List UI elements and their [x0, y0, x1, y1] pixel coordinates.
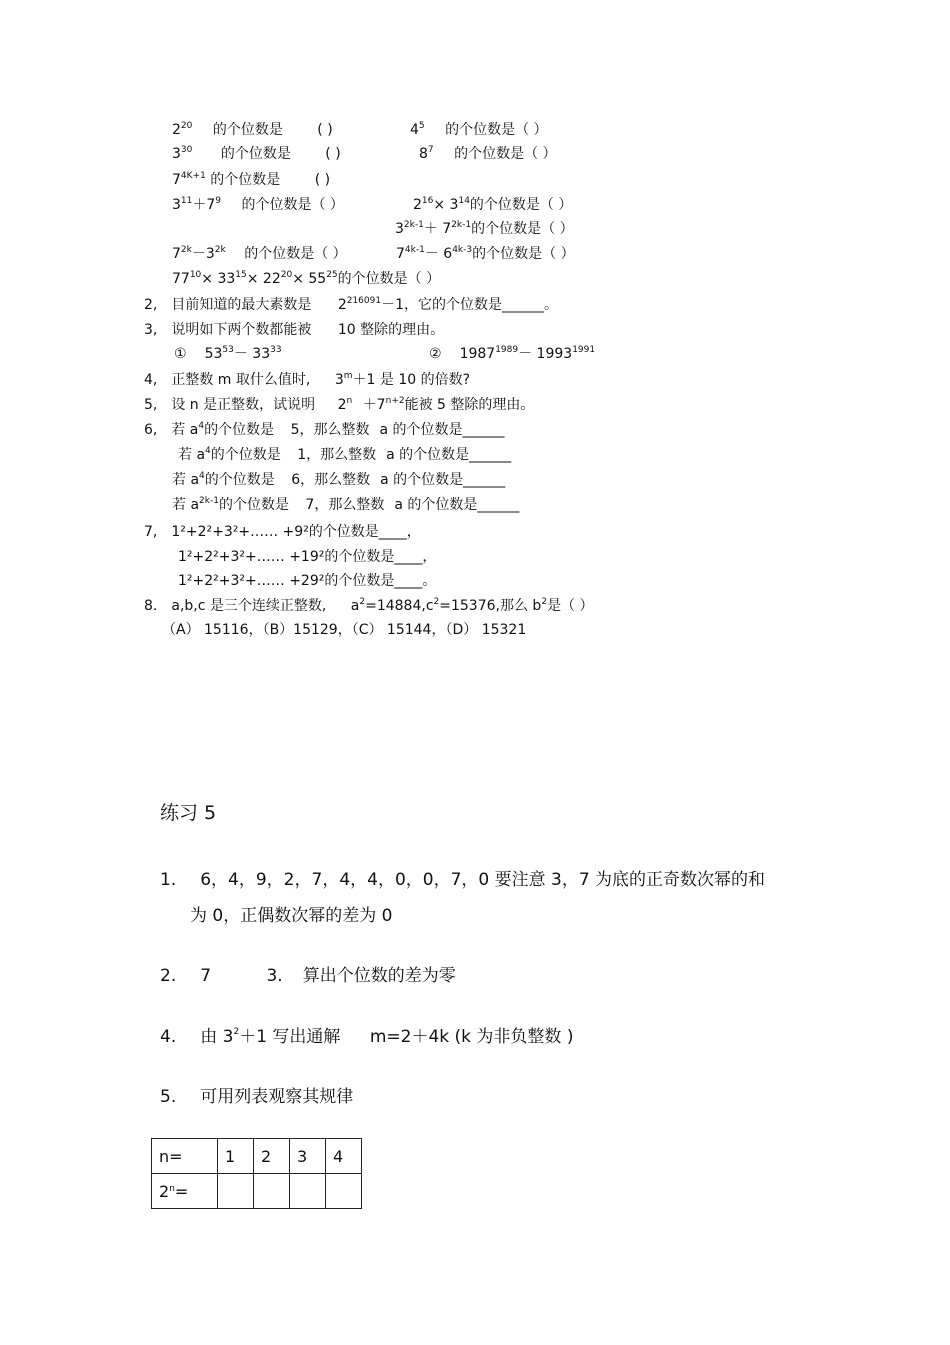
table-cell — [254, 1174, 290, 1209]
question-5: 5, 设 n 是正整数，试说明 $2^n +7^{n+2}$能被 5 整除的理由。 — [144, 396, 535, 413]
answer-5: 5. 可用列表观察其规律 — [160, 1087, 354, 1107]
table-cell: 4 — [326, 1139, 362, 1174]
question-6-line-2: 若 $a^4$的个位数是 1，那么整数 a 的个位数是______ — [178, 446, 512, 463]
table-row — [152, 1174, 362, 1209]
q1-line-4b: $2^{16}\times 3^{14}$的个位数是（ ） — [413, 196, 573, 213]
question-3-item-1: ① $53^{53}- 33^{33}$ — [174, 345, 282, 362]
question-3: 3, 说明如下两个数都能被 10 整除的理由。 — [144, 322, 445, 338]
q1-line-1b: $4^5$ 的个位数是（ ） — [410, 121, 548, 138]
table-row-label: n= — [152, 1139, 218, 1174]
question-8: 8. a,b,c 是三个连续正整数, $a^2=14884,c^2=15376$,那么 $b^2$是（ ） — [144, 597, 594, 614]
question-7-line-1: 7, 1²+2²+3²+…… +9²的个位数是____， — [144, 524, 421, 540]
q1-line-6: $7^{2k}-3^{2k}$ 的个位数是（ ） — [172, 245, 347, 262]
pattern-table — [151, 1138, 362, 1209]
table-row — [152, 1139, 362, 1174]
q1-line-5: $3^{2k-1}+ 7^{2k-1}$的个位数是（ ） — [395, 220, 574, 237]
table-cell: 1 — [218, 1139, 254, 1174]
question-8-options: （A） 15116，（B）15129，（C） 15144，（D） 15321 — [162, 622, 527, 638]
q1-line-6b: $7^{4k-1}- 6^{4k-3}$的个位数是（ ） — [396, 245, 575, 262]
answer-2-3: 2. 7 3. 算出个位数的差为零 — [160, 966, 456, 986]
question-6-line-3: 若 $a^4$的个位数是 6，那么整数 a 的个位数是______ — [172, 471, 506, 488]
q1-line-3: $7^{4K+1}$ 的个位数是 ( ) — [172, 171, 331, 188]
question-7-line-2: 1²+2²+3²+…… +19²的个位数是____， — [178, 549, 437, 565]
table-cell — [326, 1174, 362, 1209]
question-6-line-4: 若 $a^{2k-1}$的个位数是 7，那么整数 a 的个位数是______ — [172, 496, 520, 513]
answer-1: 1. 6，4，9，2，7，4，4，0，0，7，0 要注意 3，7 为底的正奇数次幂的和 — [160, 870, 766, 890]
question-2: 2, 目前知道的最大素数是 $2^{216091}-1$，它的个位数是______。 — [144, 296, 559, 313]
table-cell: 2 — [254, 1139, 290, 1174]
answer-1-cont: 为 0，正偶数次幂的差为 0 — [190, 906, 393, 926]
table-row-label: $2^n=$ — [152, 1174, 218, 1209]
table-cell: 3 — [290, 1139, 326, 1174]
question-4: 4, 正整数 m 取什么值时, $3^m+1$ 是 10 的倍数? — [144, 371, 471, 388]
table-cell — [218, 1174, 254, 1209]
question-3-item-2: ② $1987^{1989}- 1993^{1991}$ — [429, 345, 596, 362]
q1-line-4: $3^{11}+7^9$ 的个位数是（ ） — [172, 196, 344, 213]
answer-4: 4. 由 $3^2+1$ 写出通解 m=2＋4k (k 为非负整数 ) — [160, 1027, 574, 1047]
q1-line-2b: $8^7$ 的个位数是（ ） — [419, 145, 557, 162]
q1-line-7: $77^{10}\times 33^{15}\times 22^{20}\times 55^{25}$的个位数是（ ） — [172, 270, 441, 287]
question-6-line-1: 6, 若 $a^4$的个位数是 5，那么整数 a 的个位数是______ — [144, 421, 505, 438]
answers-heading: 练习 5 — [160, 802, 217, 824]
question-7-line-3: 1²+2²+3²+…… +29²的个位数是____。 — [178, 573, 437, 589]
table-cell — [290, 1174, 326, 1209]
q1-line-2: $3^{30}$ 的个位数是 ( ) — [172, 145, 341, 162]
q1-line-1: $2^{20}$ 的个位数是 ( ) — [172, 121, 333, 138]
